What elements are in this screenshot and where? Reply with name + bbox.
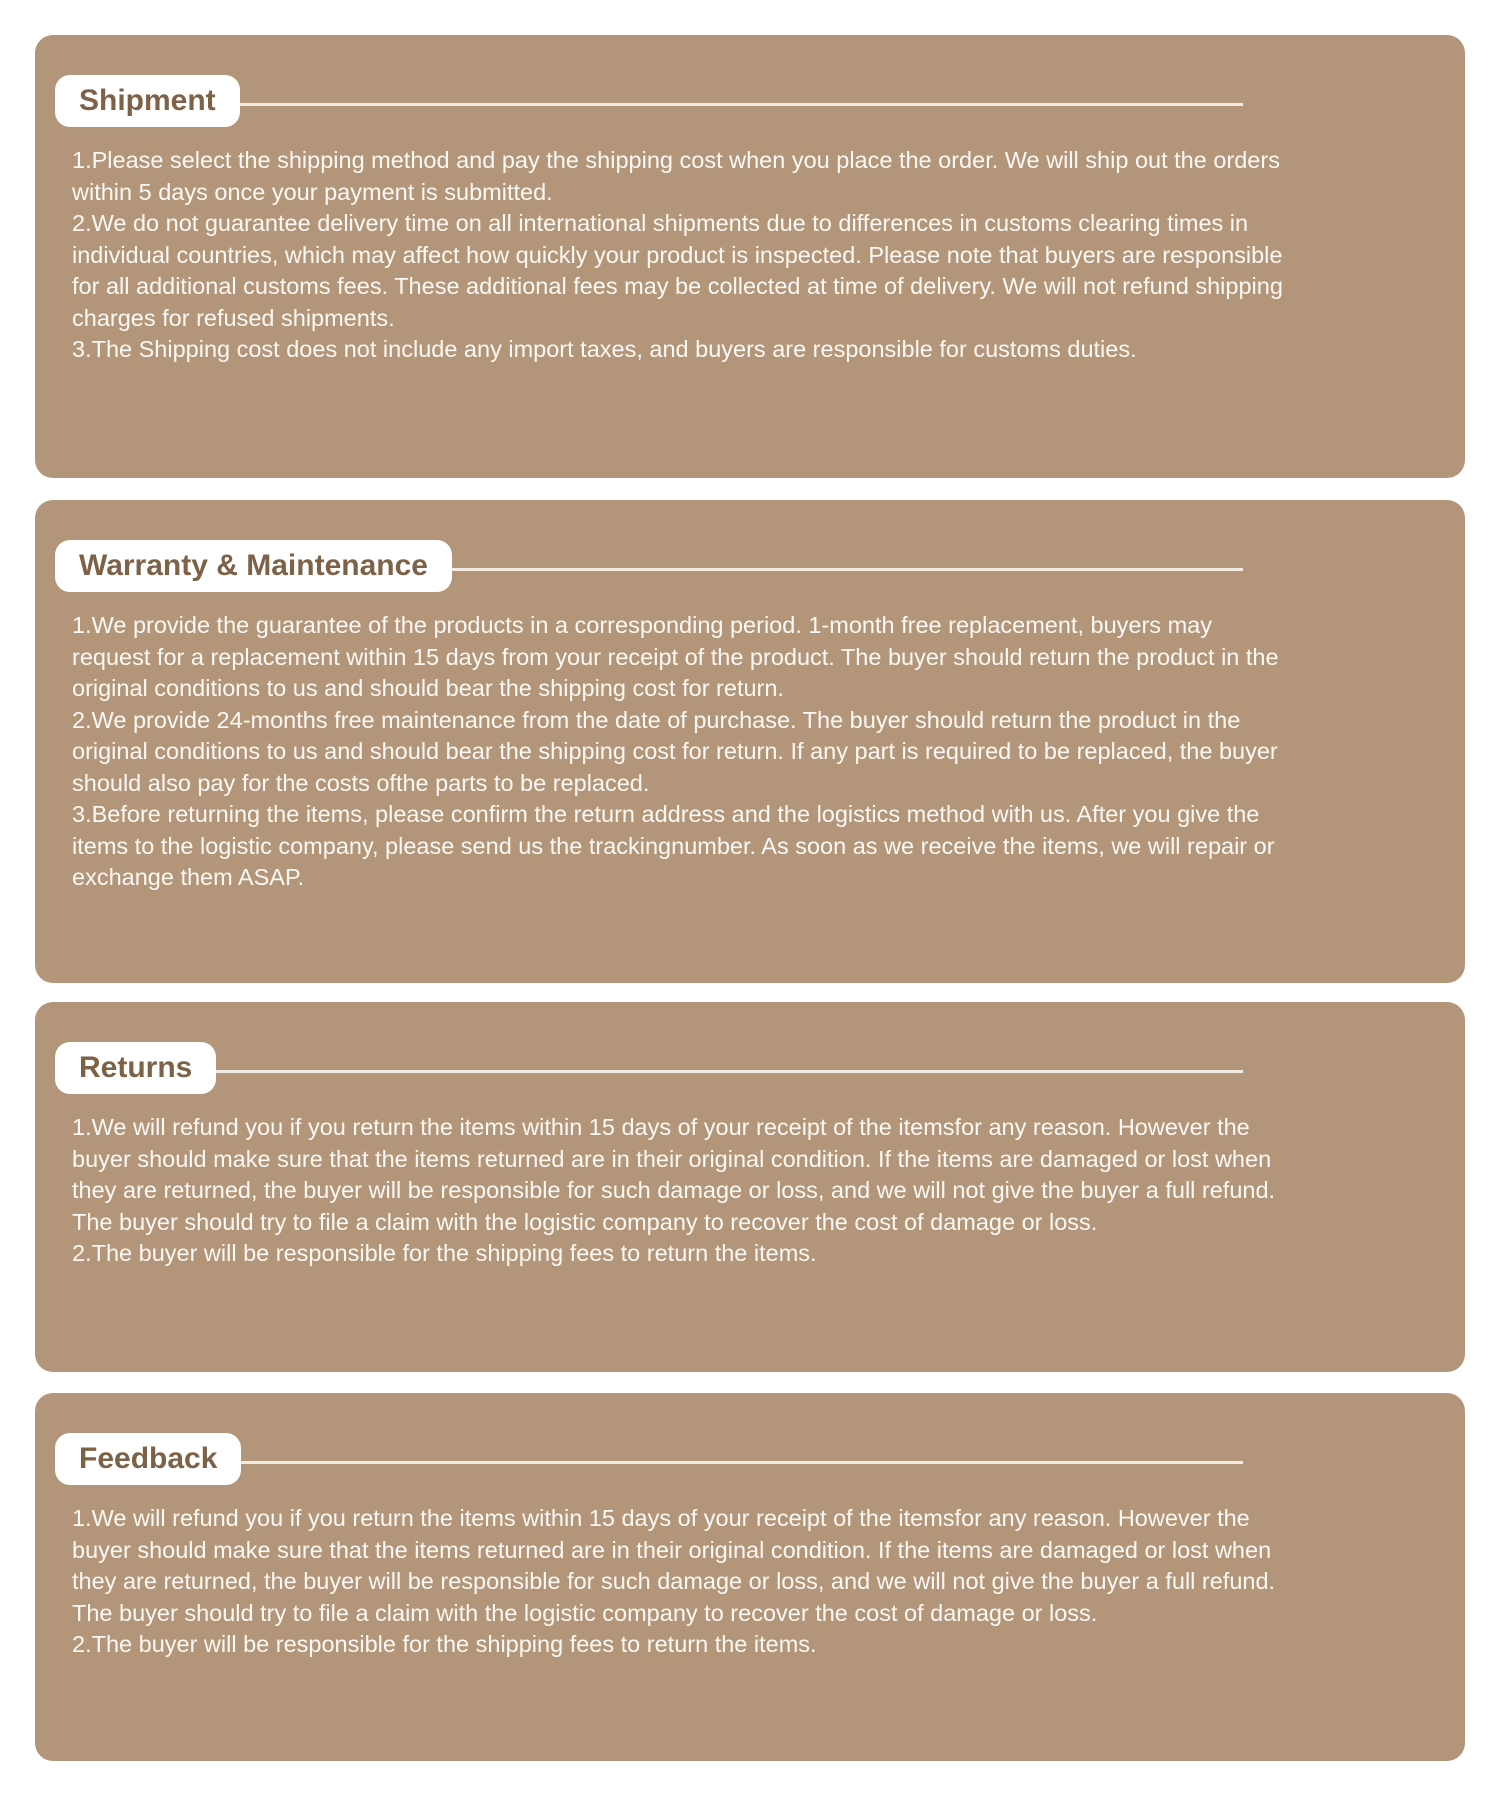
divider-line <box>452 568 1243 571</box>
warranty-paragraph: 1.We provide the guarantee of the products in a corresponding period. 1-month free replacement, buyers may request for a replacement within 15 days from your receipt of the product. The buyer should return the product in the original conditions to us and should bear the shipping cost for return. <box>72 612 1279 701</box>
warranty-paragraph: 2.We provide 24-months free maintenance from the date of purchase. The buyer should return the product in the original conditions to us and should bear the shipping cost for return. If any part is required to be replaced, the buyer should also pay for the costs ofthe parts to be replaced. <box>72 706 1278 796</box>
warranty-title-badge: Warranty & Maintenance <box>55 540 452 592</box>
shipment-section-card <box>35 35 1465 478</box>
feedback-section-header <box>55 1433 1465 1485</box>
feedback-section-body <box>35 1503 1465 1661</box>
returns-paragraph: 2.The buyer will be responsible for the shipping fees to return the items. <box>72 1240 817 1266</box>
warranty-section-body <box>35 610 1465 894</box>
divider-line <box>240 103 1243 106</box>
returns-section-card <box>35 1002 1465 1372</box>
warranty-paragraph: 3.Before returning the items, please confirm the return address and the logistics method with us. After you give the items to the logistic company, please send us the trackingnumber. As soon as we receive the items, we will repair or exchange them ASAP. <box>72 801 1275 890</box>
shipment-paragraph: 1.Please select the shipping method and pay the shipping cost when you place the order. We will ship out the orders within 5 days once your payment is submitted. <box>72 147 1280 205</box>
feedback-section-card <box>35 1393 1465 1761</box>
returns-title-badge: Returns <box>55 1042 216 1094</box>
shipment-section-body <box>35 145 1465 366</box>
warranty-section-header <box>55 540 1465 592</box>
returns-section-header <box>55 1042 1465 1094</box>
shipment-paragraph: 3.The Shipping cost does not include any import taxes, and buyers are responsible for customs duties. <box>72 336 1137 362</box>
shipment-paragraph: 2.We do not guarantee delivery time on all international shipments due to differences in customs clearing times in individual countries, which may affect how quickly your product is inspected. Please note that buyers are responsible for all additional customs fees. These additional fees may be collected at time of delivery. We will not refund shipping charges for refused shipments. <box>72 210 1283 331</box>
warranty-section-card <box>35 500 1465 983</box>
feedback-title-badge: Feedback <box>55 1433 241 1485</box>
shipment-title-badge: Shipment <box>55 75 240 127</box>
feedback-paragraph: 1.We will refund you if you return the items within 15 days of your receipt of the itemsfor any reason. However the buyer should make sure that the items returned are in their original condition. If the items are damaged or lost when they are returned, the buyer will be responsible for such damage or loss, and we will not give the buyer a full refund. The buyer should try to file a claim with the logistic company to recover the cost of damage or loss. <box>72 1505 1276 1626</box>
divider-line <box>216 1070 1243 1073</box>
shipment-section-header <box>55 75 1465 127</box>
returns-paragraph: 1.We will refund you if you return the items within 15 days of your receipt of the itemsfor any reason. However the buyer should make sure that the items returned are in their original condition. If the items are damaged or lost when they are returned, the buyer will be responsible for such damage or loss, and we will not give the buyer a full refund. The buyer should try to file a claim with the logistic company to recover the cost of damage or loss. <box>72 1114 1276 1235</box>
divider-line <box>241 1461 1243 1464</box>
returns-section-body <box>35 1112 1465 1270</box>
feedback-paragraph: 2.The buyer will be responsible for the shipping fees to return the items. <box>72 1631 817 1657</box>
